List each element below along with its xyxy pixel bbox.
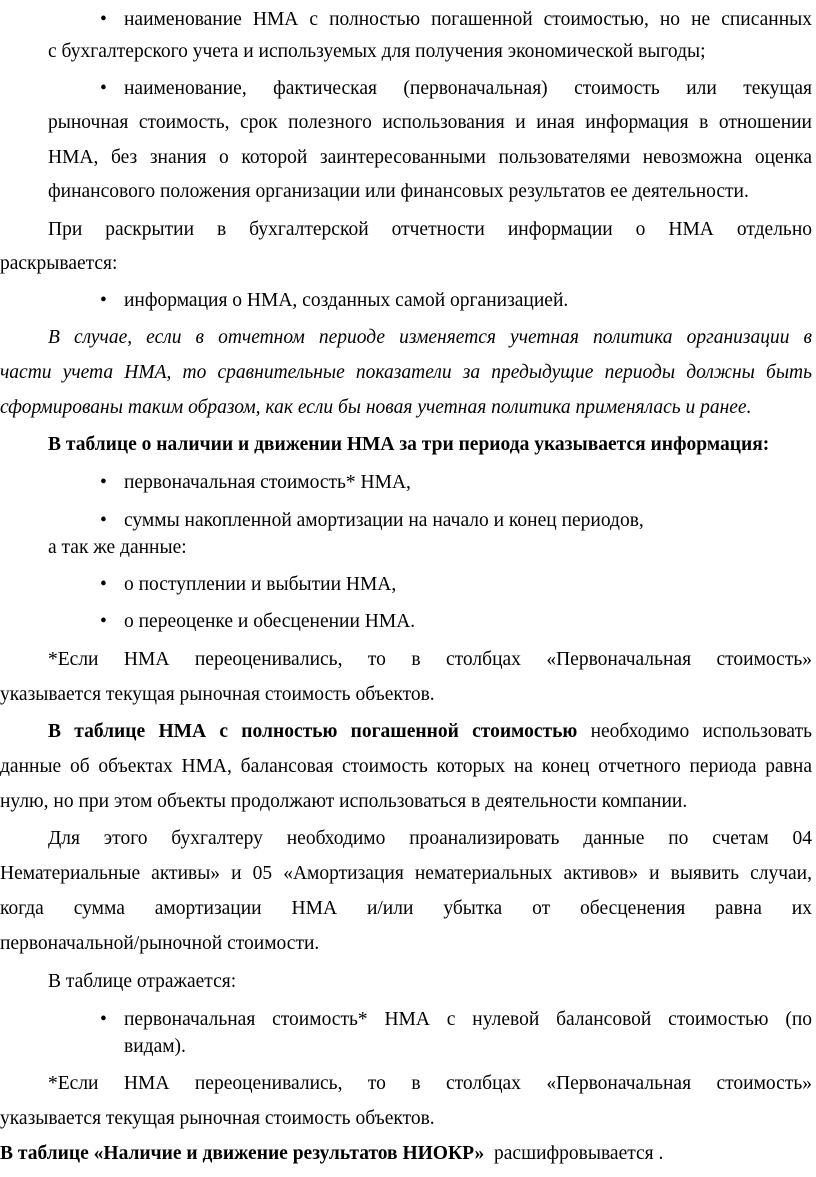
footnote-line: *Если НМА переоценивались, то в столбцах «Первоначальная стоимость» (48, 649, 812, 670)
bullet-marker: • (100, 510, 107, 531)
paragraph-line: Для этого бухгалтеру необходимо проанализировать данные по счетам 04 (48, 828, 812, 849)
list-item-text: информация о НМА, созданных самой организацией. (124, 290, 569, 311)
bullet-marker: • (100, 574, 107, 595)
list-item-continuation: видам). (124, 1036, 186, 1057)
bullet-marker: • (100, 9, 107, 30)
italic-paragraph-line: В случае, если в отчетном периоде изменяется учетная политика организации в (48, 327, 812, 348)
list-item-text: о поступлении и выбытии НМА, (124, 574, 397, 595)
bullet-marker: • (100, 290, 107, 311)
section-heading: В таблице о наличии и движении НМА за три периода указывается информация: (48, 434, 770, 455)
list-item-continuation: рыночная стоимость, срок полезного использования и иная информация в отношении (48, 112, 812, 133)
paragraph-line: При раскрытии в бухгалтерской отчетности информации о НМА отдельно (48, 219, 812, 240)
footnote-line: указывается текущая рыночная стоимость объектов. (0, 684, 435, 705)
list-item-continuation: финансового положения организации или финансовых результатов ее деятельности. (48, 181, 749, 202)
list-item-continuation: НМА, без знания о которой заинтересованными пользователями невозможна оценка (48, 147, 812, 168)
list-item-text: о переоценке и обесценении НМА. (124, 611, 416, 632)
paragraph-line (48, 720, 812, 744)
paragraph-line: первоначальной/рыночной стоимости. (0, 933, 320, 954)
footnote-line: указывается текущая рыночная стоимость объектов. (0, 1108, 435, 1129)
paragraph-line: данные об объектах НМА, балансовая стоимость которых на конец отчетного периода равна (0, 756, 812, 777)
list-item-continuation: с бухгалтерского учета и используемых для получения экономической выгоды; (48, 41, 706, 62)
paragraph-line: В таблице отражается: (48, 971, 237, 992)
list-item-text: первоначальная стоимость* НМА, (124, 472, 411, 493)
bullet-marker: • (100, 472, 107, 493)
paragraph-line: когда сумма амортизации НМА и/или убытка от обесценения равна их (0, 898, 812, 919)
italic-paragraph-line: сформированы таким образом, как если бы новая учетная политика применялась и ранее. (0, 397, 752, 418)
bullet-marker: • (100, 611, 107, 632)
list-item-text: наименование, фактическая (первоначальная) стоимость или текущая (124, 78, 812, 99)
italic-paragraph-line: части учета НМА, то сравнительные показатели за предыдущие периоды должны быть (0, 362, 812, 383)
bold-phrase: В таблице «Наличие и движение результатов НИОКР» (0, 1143, 485, 1164)
paragraph-line: нулю, но при этом объекты продолжают использоваться в деятельности компании. (0, 791, 688, 812)
list-item-text: суммы накопленной амортизации на начало и конец периодов, (124, 510, 644, 531)
bullet-marker: • (100, 1009, 107, 1030)
footnote-line: *Если НМА переоценивались, то в столбцах «Первоначальная стоимость» (48, 1073, 812, 1094)
paragraph-line (0, 1142, 663, 1166)
list-item-text: наименование НМА с полностью погашенной стоимостью, но не списанных (124, 9, 812, 30)
paragraph-text: расшифровывается . (494, 1143, 664, 1164)
list-item-continuation: а так же данные: (48, 537, 187, 558)
bold-phrase: В таблице НМА с полностью погашенной стоимостью (48, 721, 578, 742)
paragraph-line: Нематериальные активы» и 05 «Амортизация нематериальных активов» и выявить случаи, (0, 863, 812, 884)
bullet-marker: • (100, 78, 107, 99)
list-item-text: первоначальная стоимость* НМА с нулевой балансовой стоимостью (по (124, 1009, 812, 1030)
paragraph-line: раскрывается: (0, 253, 118, 274)
paragraph-text: необходимо использовать (590, 721, 812, 742)
